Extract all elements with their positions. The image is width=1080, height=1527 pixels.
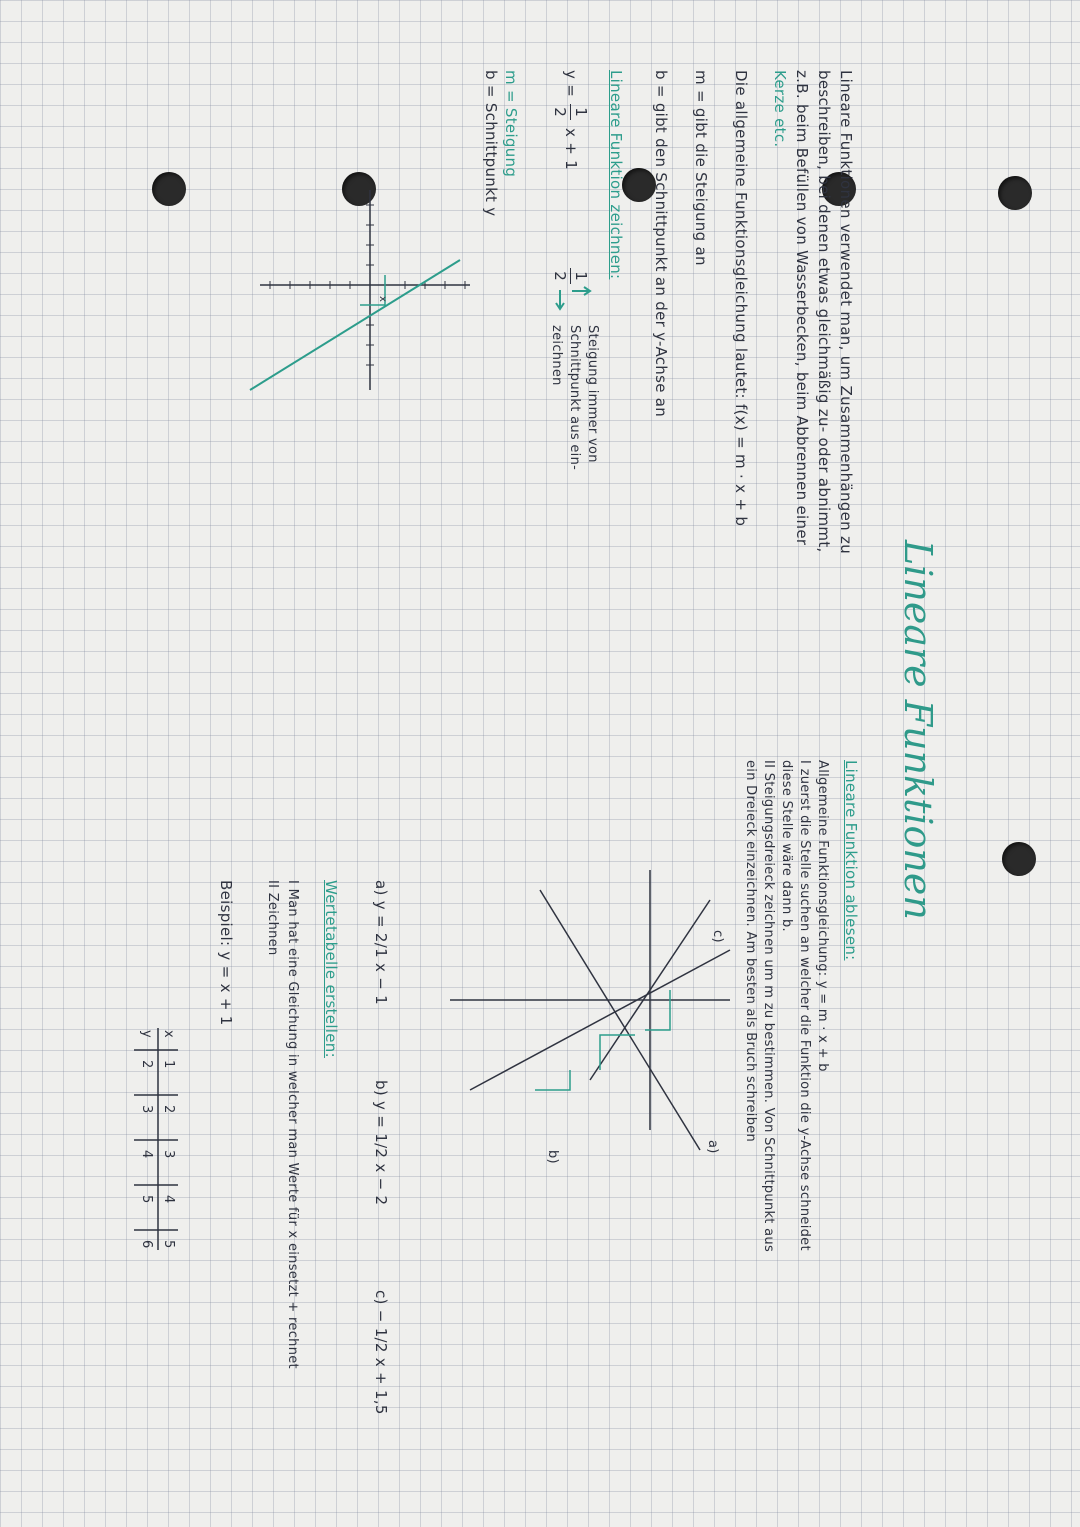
legend-b: b = Schnittpunkt y [482, 70, 500, 217]
read-line-2: I zuerst die Stelle suchen an welcher die Funktion die y-Achse schneidet [797, 760, 812, 1251]
svg-text:x: x [377, 296, 388, 302]
fraction-bar [570, 104, 571, 120]
table-y-4: 5 [139, 1195, 154, 1204]
draw-heading: Lineare Funktion zeichnen: [607, 70, 625, 280]
draw-eq-fraction [551, 104, 590, 120]
graph-label-c: c) [710, 930, 725, 943]
answer-b: b) y = 1/2 x − 2 [372, 1080, 390, 1206]
step-numerator: 1 [572, 271, 590, 281]
value-table-lines [120, 1020, 180, 1260]
draw-graph [240, 170, 480, 410]
read-line-3: diese Stelle wäre dann b. [779, 760, 794, 932]
b-definition: b = gibt den Schnittpunkt an der y-Achse an [652, 70, 670, 418]
intro-line-3: z.B. beim Befüllen von Wasserbecken, beim Abbrennen einer [793, 70, 811, 546]
step-arrows [552, 286, 592, 312]
table-y-label: y [139, 1030, 154, 1038]
intro-line-2: beschreiben, bei denen etwas gleichmäßig zu- oder abnimmt, [815, 70, 833, 553]
table-x-2: 2 [161, 1105, 176, 1114]
table-x-1: 1 [161, 1060, 176, 1069]
page-title: Lineare Funktionen [896, 540, 940, 920]
table-line-1: I Man hat eine Gleichung in welcher man Werte für x einsetzt + rechnet [285, 880, 300, 1369]
draw-note-3: zeichnen [549, 325, 564, 386]
graph-label-b: b) [545, 1150, 560, 1164]
read-line-4: II Steigungsdreieck zeichnen um m zu bestimmen. Von Schnittpunkt aus [761, 760, 776, 1253]
table-example: Beispiel: y = x + 1 [217, 880, 235, 1026]
draw-eq-y: y = [562, 70, 580, 98]
table-y-5: 6 [139, 1240, 154, 1249]
read-line-5: ein Dreieck einzeichnen. Am besten als Bruch schreiben [743, 760, 758, 1143]
table-y-3: 4 [139, 1150, 154, 1159]
m-definition: m = gibt die Steigung an [692, 70, 710, 266]
answer-a: a) y = 2/1 x − 1 [372, 880, 390, 1006]
step-denominator: 2 [551, 271, 569, 281]
read-heading: Lineare Funktion ablesen: [842, 760, 860, 961]
table-y-2: 3 [139, 1105, 154, 1114]
step-fraction [551, 268, 590, 284]
table-line-2: II Zeichnen [265, 880, 280, 956]
fraction-bar [570, 268, 571, 284]
general-equation: Die allgemeine Funktionsgleichung lautet: f(x) = m · x + b [732, 70, 750, 527]
table-x-label: x [161, 1030, 176, 1038]
table-y-1: 2 [139, 1060, 154, 1069]
draw-eq-denominator: 2 [551, 107, 569, 117]
graph-label-a: a) [705, 1140, 720, 1154]
draw-note-1: Steigung immer von [585, 325, 600, 463]
draw-note-2: Schnittpunkt aus ein- [567, 325, 582, 471]
draw-eq-numerator: 1 [572, 107, 590, 117]
legend-m: m = Steigung [502, 70, 520, 178]
intro-line-1: Lineare Funktionen verwendet man, um Zusammenhängen zu [837, 70, 855, 554]
read-graph [440, 830, 740, 1190]
draw-eq-rest: x + 1 [562, 128, 580, 171]
answer-c: c) − 1/2 x + 1,5 [372, 1290, 390, 1415]
intro-line-4: Kerze etc. [771, 70, 789, 148]
table-heading: Wertetabelle erstellen: [322, 880, 340, 1058]
table-x-5: 5 [161, 1240, 176, 1249]
table-x-3: 3 [161, 1150, 176, 1159]
read-line-1: Allgemeine Funktionsgleichung: y = m · x + b [815, 760, 830, 1072]
table-x-4: 4 [161, 1195, 176, 1204]
